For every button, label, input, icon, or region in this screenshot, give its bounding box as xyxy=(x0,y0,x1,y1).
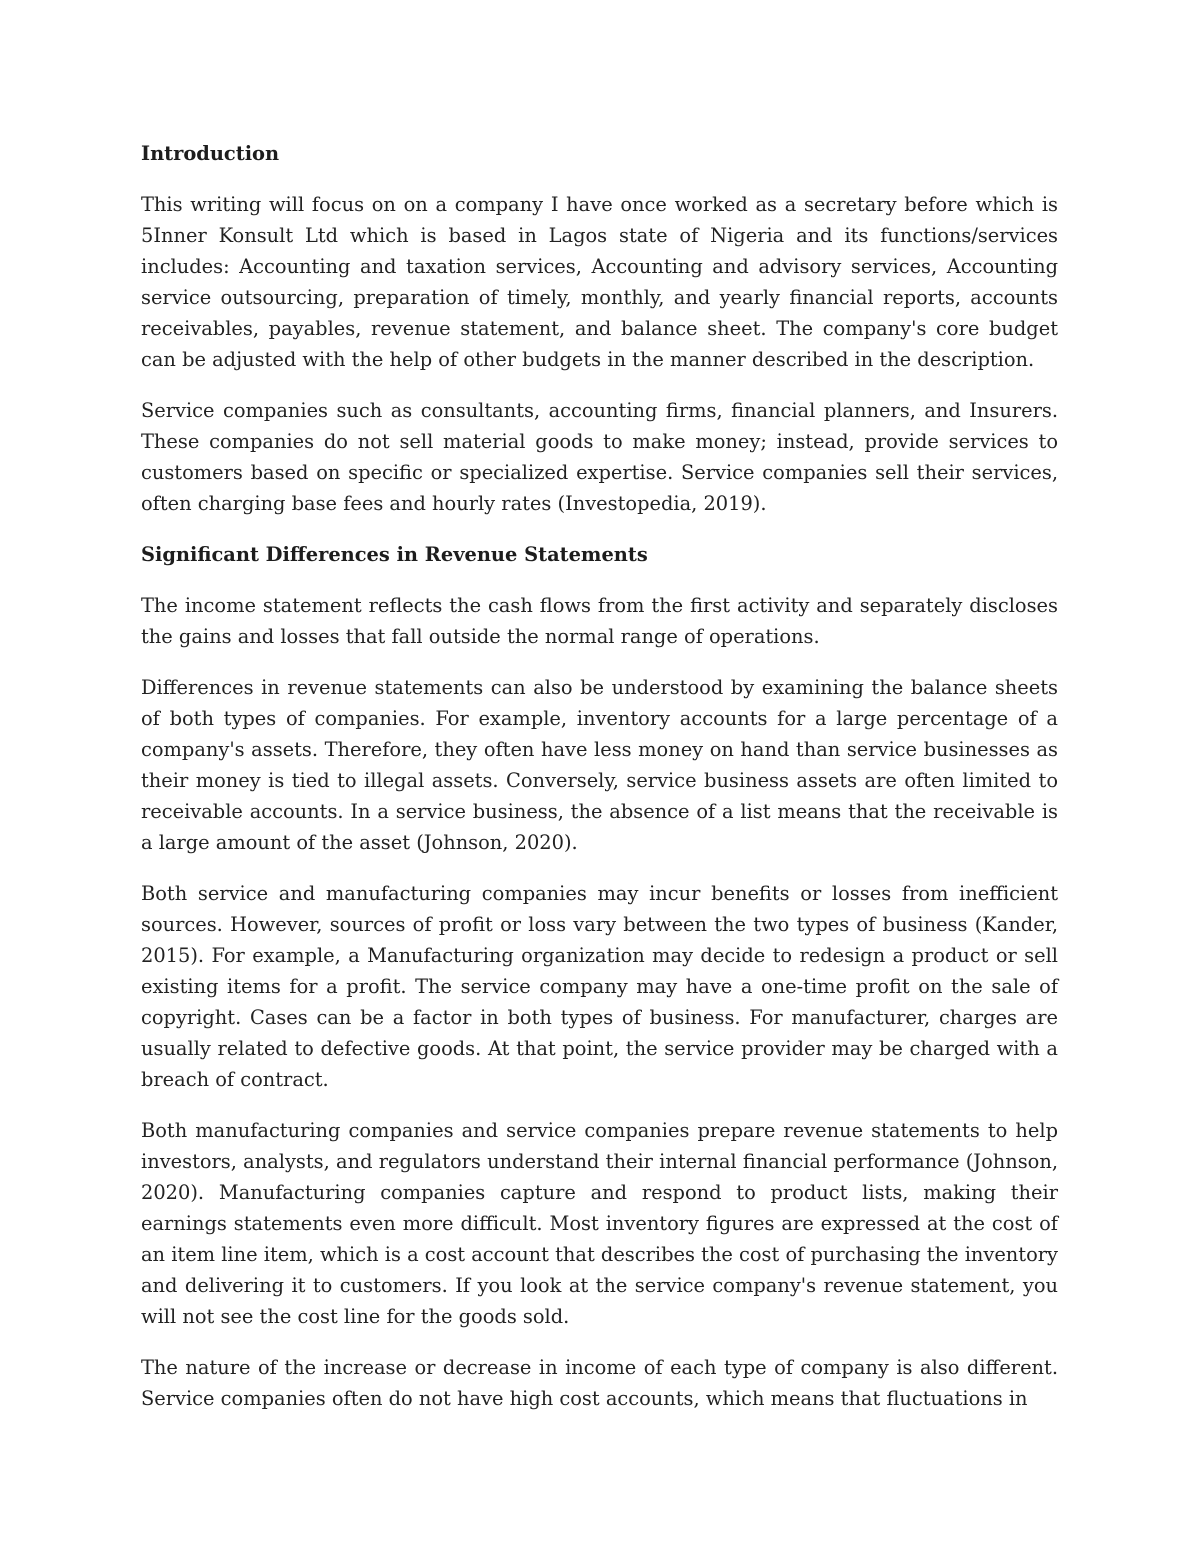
revenue-paragraph-5: The nature of the increase or decrease in income of each type of company is also different. Service companies often do not have high cost accounts, which means that fluctuations in xyxy=(141,1356,1058,1410)
revenue-paragraph-1: The income statement reflects the cash flows from the first activity and separately discloses the gains and losses that fall outside the normal range of operations. xyxy=(141,594,1058,648)
section-heading-introduction: Introduction xyxy=(141,142,280,165)
revenue-paragraph-3: Both service and manufacturing companies may incur benefits or losses from inefficient sources. However, sources of profit or loss vary between the two types of business (Kander, 2015). For example, a Manufacturing organization may decide to redesign a product or sell existing items for a profit. The service company may have a one-time profit on the sale of copyright. Cases can be a factor in both types of business. For manufacturer, charges are usually related to defective goods. At that point, the service provider may be charged with a breach of contract. xyxy=(141,882,1058,1091)
intro-paragraph-2: Service companies such as consultants, accounting firms, financial planners, and Insurers. These companies do not sell material goods to make money; instead, provide services to customers based on specific or specialized expertise. Service companies sell their services, often charging base fees and hourly rates (Investopedia, 2019). xyxy=(141,399,1058,515)
document-page xyxy=(141,138,1058,1414)
section-heading-revenue-differences: Significant Differences in Revenue Statements xyxy=(141,543,648,566)
intro-paragraph-1: This writing will focus on on a company I have once worked as a secretary before which is 5Inner Konsult Ltd which is based in Lagos state of Nigeria and its functions/services includes: Accounting and taxation services, Accounting and advisory services, Accounting service outsourcing, preparation of timely, monthly, and yearly financial reports, accounts receivables, payables, revenue statement, and balance sheet. The company's core budget can be adjusted with the help of other budgets in the manner described in the description. xyxy=(141,193,1058,371)
revenue-paragraph-4: Both manufacturing companies and service companies prepare revenue statements to help investors, analysts, and regulators understand their internal financial performance (Johnson, 2020). Manufacturing companies capture and respond to product lists, making their earnings statements even more difficult. Most inventory figures are expressed at the cost of an item line item, which is a cost account that describes the cost of purchasing the inventory and delivering it to customers. If you look at the service company's revenue statement, you will not see the cost line for the goods sold. xyxy=(141,1119,1058,1328)
revenue-paragraph-2: Differences in revenue statements can also be understood by examining the balance sheets of both types of companies. For example, inventory accounts for a large percentage of a company's assets. Therefore, they often have less money on hand than service businesses as their money is tied to illegal assets. Conversely, service business assets are often limited to receivable accounts. In a service business, the absence of a list means that the receivable is a large amount of the asset (Johnson, 2020). xyxy=(141,676,1058,854)
